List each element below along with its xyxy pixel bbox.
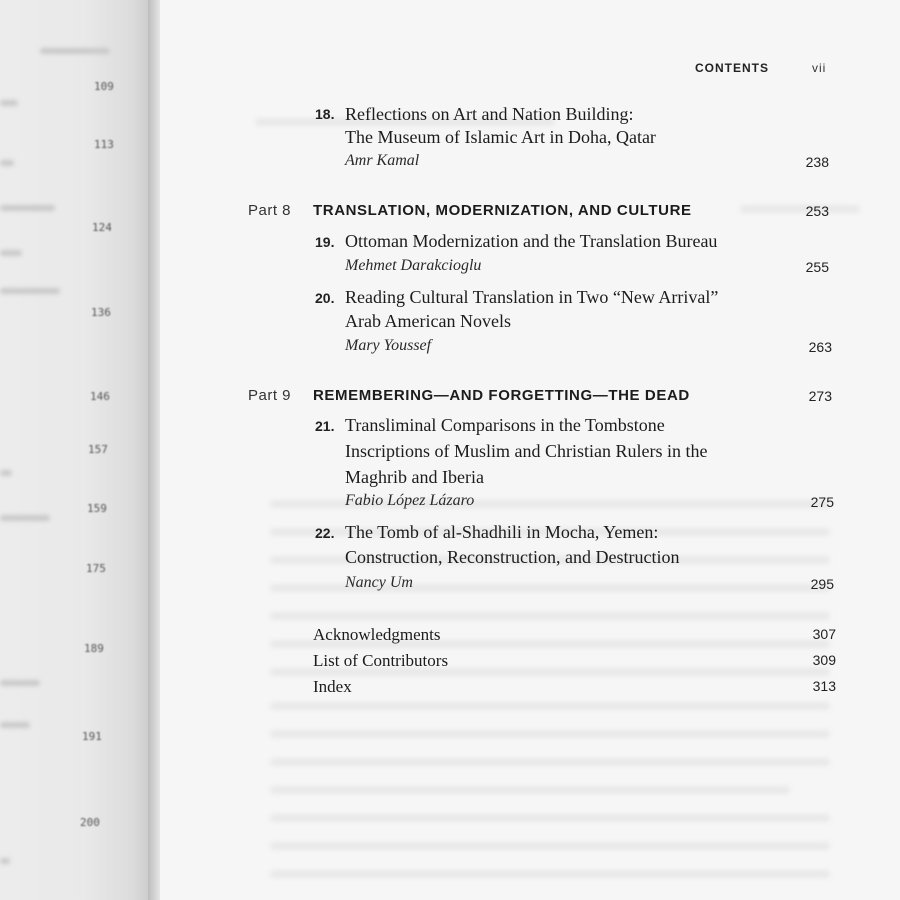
chapter-title-line: Maghrib and Iberia xyxy=(345,467,484,487)
page-folio: vii xyxy=(812,61,827,75)
left-page-number: 191 xyxy=(82,730,102,743)
left-facing-page xyxy=(0,0,155,900)
chapter-page-number: 238 xyxy=(805,154,829,170)
chapter-author: Amr Kamal xyxy=(345,152,420,169)
left-page-number: 159 xyxy=(87,502,107,515)
back-matter-label: List of Contributors xyxy=(313,651,449,670)
chapter-title-line: Inscriptions of Muslim and Christian Rulers in the xyxy=(345,441,708,461)
back-matter-page: 307 xyxy=(812,626,836,642)
chapter-number: 19. xyxy=(315,234,335,250)
back-matter-label: Index xyxy=(313,677,352,696)
part-title: REMEMBERING—AND FORGETTING—THE DEAD xyxy=(313,387,690,404)
back-matter-label: Acknowledgments xyxy=(313,625,441,644)
chapter-author: Mehmet Darakcioglu xyxy=(345,257,482,274)
part-label: Part 9 xyxy=(248,387,292,404)
left-page-number: 175 xyxy=(86,562,106,575)
chapter-title-line: Reflections on Art and Nation Building: xyxy=(345,104,634,124)
chapter-page-number: 263 xyxy=(808,339,832,355)
chapter-page-number: 275 xyxy=(810,494,834,510)
contents-page xyxy=(160,0,900,900)
chapter-page-number: 295 xyxy=(810,576,834,592)
chapter-title-line: Ottoman Modernization and the Translation Bureau xyxy=(345,231,718,251)
left-page-number: 109 xyxy=(94,80,114,93)
back-matter-page: 309 xyxy=(812,652,836,668)
chapter-author: Mary Youssef xyxy=(345,337,432,354)
chapter-number: 21. xyxy=(315,418,335,434)
chapter-number: 20. xyxy=(315,290,335,306)
part-label: Part 8 xyxy=(248,202,292,219)
part-page-number: 273 xyxy=(808,388,832,404)
part-title: TRANSLATION, MODERNIZATION, AND CULTURE xyxy=(313,202,692,219)
chapter-author: Nancy Um xyxy=(345,574,413,591)
chapter-number: 22. xyxy=(315,525,335,541)
chapter-author: Fabio López Lázaro xyxy=(345,492,475,509)
left-page-number: 189 xyxy=(84,642,104,655)
left-page-number: 136 xyxy=(91,306,111,319)
chapter-title-line: Transliminal Comparisons in the Tombstone xyxy=(345,415,665,435)
chapter-title-line: Construction, Reconstruction, and Destruction xyxy=(345,547,680,567)
chapter-title-line: The Tomb of al-Shadhili in Mocha, Yemen: xyxy=(345,522,659,542)
left-page-number: 124 xyxy=(92,221,112,234)
left-page-number: 146 xyxy=(90,390,110,403)
chapter-number: 18. xyxy=(315,106,335,122)
chapter-title-line: Reading Cultural Translation in Two “New Arrival” xyxy=(345,287,719,307)
left-page-number: 200 xyxy=(80,816,100,829)
chapter-title-line: The Museum of Islamic Art in Doha, Qatar xyxy=(345,127,656,147)
back-matter-page: 313 xyxy=(812,678,836,694)
running-head: CONTENTS xyxy=(695,61,769,75)
left-page-number: 113 xyxy=(94,138,114,151)
chapter-title-line: Arab American Novels xyxy=(345,311,511,331)
part-page-number: 253 xyxy=(805,203,829,219)
chapter-page-number: 255 xyxy=(805,259,829,275)
left-page-number: 157 xyxy=(88,443,108,456)
